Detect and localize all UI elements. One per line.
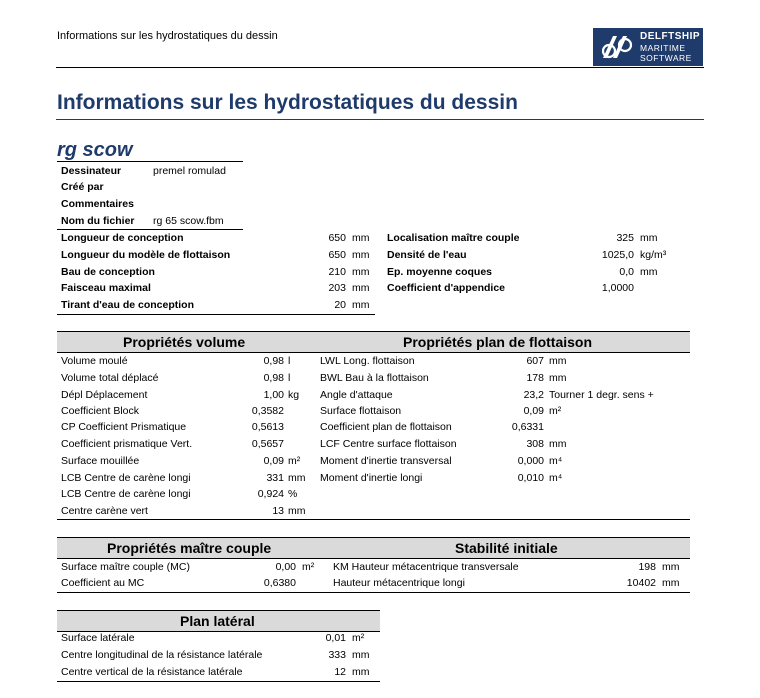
volume-section-title: Propriétés volume — [123, 334, 246, 350]
design-unit: mm — [352, 282, 370, 294]
volume-label: Coefficient prismatique Vert. — [61, 438, 193, 450]
design-label: Tirant d'eau de conception — [61, 299, 194, 311]
design-unit: mm — [352, 232, 370, 244]
meta-value: premel romulad — [153, 165, 226, 177]
lateral-value: 0,01 — [325, 632, 346, 644]
design-label: Coefficient d'appendice — [387, 282, 506, 294]
waterplane-label: LCF Centre surface flottaison — [320, 438, 457, 450]
waterplane-value: 0,6331 — [511, 421, 544, 433]
waterplane-unit: mm — [549, 372, 567, 384]
waterplane-label: Angle d'attaque — [320, 389, 393, 401]
logo-line-1: DELFTSHIP — [640, 31, 701, 42]
volume-unit: mm — [288, 505, 306, 517]
volume-value: 331 — [266, 472, 284, 484]
waterplane-value: 0,000 — [517, 455, 544, 467]
waterplane-unit: m² — [549, 405, 562, 417]
meta-label: Nom du fichier — [61, 215, 135, 227]
volume-value: 0,98 — [263, 372, 284, 384]
volume-unit: l — [288, 372, 291, 384]
volume-unit: % — [288, 488, 298, 500]
lateral-section-title: Plan latéral — [180, 613, 255, 629]
design-value: 210 — [328, 266, 346, 278]
title-divider — [56, 119, 704, 120]
volume-value: 0,5613 — [251, 421, 284, 433]
design-unit: mm — [352, 266, 370, 278]
waterplane-unit: mm — [549, 355, 567, 367]
waterplane-value: 607 — [526, 355, 544, 367]
design-value: 650 — [328, 232, 346, 244]
volume-label: CP Coefficient Prismatique — [61, 421, 187, 433]
design-unit: mm — [352, 299, 370, 311]
volume-value: 0,98 — [263, 355, 284, 367]
design-label: Bau de conception — [61, 266, 155, 278]
volume-label: LCB Centre de carène longi — [61, 472, 191, 484]
header-title: Informations sur les hydrostatiques du dessin — [57, 30, 278, 42]
midship-section-title: Propriétés maître couple — [107, 540, 272, 556]
meta-label: Créé par — [61, 181, 104, 193]
logo-line-3: SOFTWARE — [640, 53, 692, 63]
design-label: Ep. moyenne coques — [387, 266, 493, 278]
design-value: 1025,0 — [601, 249, 634, 261]
waterplane-unit: mm — [549, 438, 567, 450]
volume-label: Dépl Déplacement — [61, 389, 148, 401]
logo-line-2: MARITIME — [640, 43, 686, 53]
design-unit: mm — [640, 232, 658, 244]
midship-label: Coefficient au MC — [61, 577, 145, 589]
design-value: 650 — [328, 249, 346, 261]
stability-value: 10402 — [626, 577, 656, 589]
design-unit: mm — [640, 266, 658, 278]
volume-label: Coefficient Block — [61, 405, 140, 417]
stability-label: Hauteur métacentrique longi — [333, 577, 465, 589]
design-value: 203 — [328, 282, 346, 294]
delftship-logo — [593, 28, 703, 66]
stability-value: 198 — [638, 561, 656, 573]
design-label: Faisceau maximal — [61, 282, 151, 294]
volume-label: LCB Centre de carène longi — [61, 488, 191, 500]
lateral-label: Surface latérale — [61, 632, 135, 644]
design-label: Longueur du modèle de flottaison — [61, 249, 231, 261]
design-unit: kg/m³ — [640, 249, 667, 261]
volume-section-bottom-rule — [57, 519, 690, 520]
lateral-label: Centre vertical de la résistance latérale — [61, 666, 243, 678]
waterplane-value: 23,2 — [523, 389, 544, 401]
delftship-logo-icon — [599, 32, 635, 62]
midship-value: 0,6380 — [263, 577, 296, 589]
midship-unit: m² — [302, 561, 315, 573]
midship-label: Surface maître couple (MC) — [61, 561, 190, 573]
volume-value: 0,924 — [257, 488, 284, 500]
lateral-label: Centre longitudinal de la résistance latérale — [61, 649, 263, 661]
waterplane-label: Surface flottaison — [320, 405, 402, 417]
design-value: 325 — [616, 232, 634, 244]
waterplane-value: 0,09 — [523, 405, 544, 417]
waterplane-label: BWL Bau à la flottaison — [320, 372, 429, 384]
meta-label: Commentaires — [61, 198, 134, 210]
stability-unit: mm — [662, 561, 680, 573]
waterplane-unit: Tourner 1 degr. sens + — [549, 389, 654, 401]
header-divider — [56, 67, 704, 68]
volume-value: 0,3582 — [251, 405, 284, 417]
lateral-unit: mm — [352, 649, 370, 661]
design-unit: mm — [352, 249, 370, 261]
midship-section-bottom-rule — [57, 592, 690, 593]
waterplane-label: Moment d'inertie longi — [320, 472, 423, 484]
waterplane-value: 308 — [526, 438, 544, 450]
meta-bottom-rule — [57, 229, 243, 230]
design-value: 1,0000 — [601, 282, 634, 294]
volume-unit: mm — [288, 472, 306, 484]
waterplane-label: LWL Long. flottaison — [320, 355, 415, 367]
volume-value: 0,09 — [263, 455, 284, 467]
meta-value: rg 65 scow.fbm — [153, 215, 224, 227]
volume-label: Volume total déplacé — [61, 372, 159, 384]
stability-section-title: Stabilité initiale — [455, 540, 558, 556]
volume-value: 13 — [272, 505, 284, 517]
lateral-value: 12 — [334, 666, 346, 678]
lateral-unit: mm — [352, 666, 370, 678]
design-label: Localisation maître couple — [387, 232, 520, 244]
lateral-section-bottom-rule — [57, 681, 380, 682]
volume-unit: l — [288, 355, 291, 367]
design-left-rule — [57, 314, 375, 315]
waterplane-label: Moment d'inertie transversal — [320, 455, 452, 467]
volume-value: 0,5657 — [251, 438, 284, 450]
vessel-name: rg scow — [57, 139, 133, 161]
volume-label: Centre carène vert — [61, 505, 148, 517]
page-title: Informations sur les hydrostatiques du dessin — [57, 91, 518, 114]
design-value: 20 — [334, 299, 346, 311]
midship-value: 0,00 — [275, 561, 296, 573]
meta-top-rule — [57, 161, 243, 162]
waterplane-value: 178 — [526, 372, 544, 384]
waterplane-unit: m⁴ — [549, 472, 563, 484]
volume-unit: m² — [288, 455, 301, 467]
volume-label: Surface mouillée — [61, 455, 140, 467]
meta-label: Dessinateur — [61, 165, 122, 177]
volume-unit: kg — [288, 389, 300, 401]
volume-label: Volume moulé — [61, 355, 128, 367]
lateral-value: 333 — [328, 649, 346, 661]
stability-unit: mm — [662, 577, 680, 589]
design-label: Longueur de conception — [61, 232, 184, 244]
waterplane-section-title: Propriétés plan de flottaison — [403, 334, 593, 350]
waterplane-value: 0,010 — [517, 472, 544, 484]
waterplane-label: Coefficient plan de flottaison — [320, 421, 452, 433]
waterplane-unit: m⁴ — [549, 455, 563, 467]
lateral-unit: m² — [352, 632, 365, 644]
design-value: 0,0 — [619, 266, 634, 278]
design-label: Densité de l'eau — [387, 249, 467, 261]
volume-value: 1,00 — [263, 389, 284, 401]
stability-label: KM Hauteur métacentrique transversale — [333, 561, 519, 573]
